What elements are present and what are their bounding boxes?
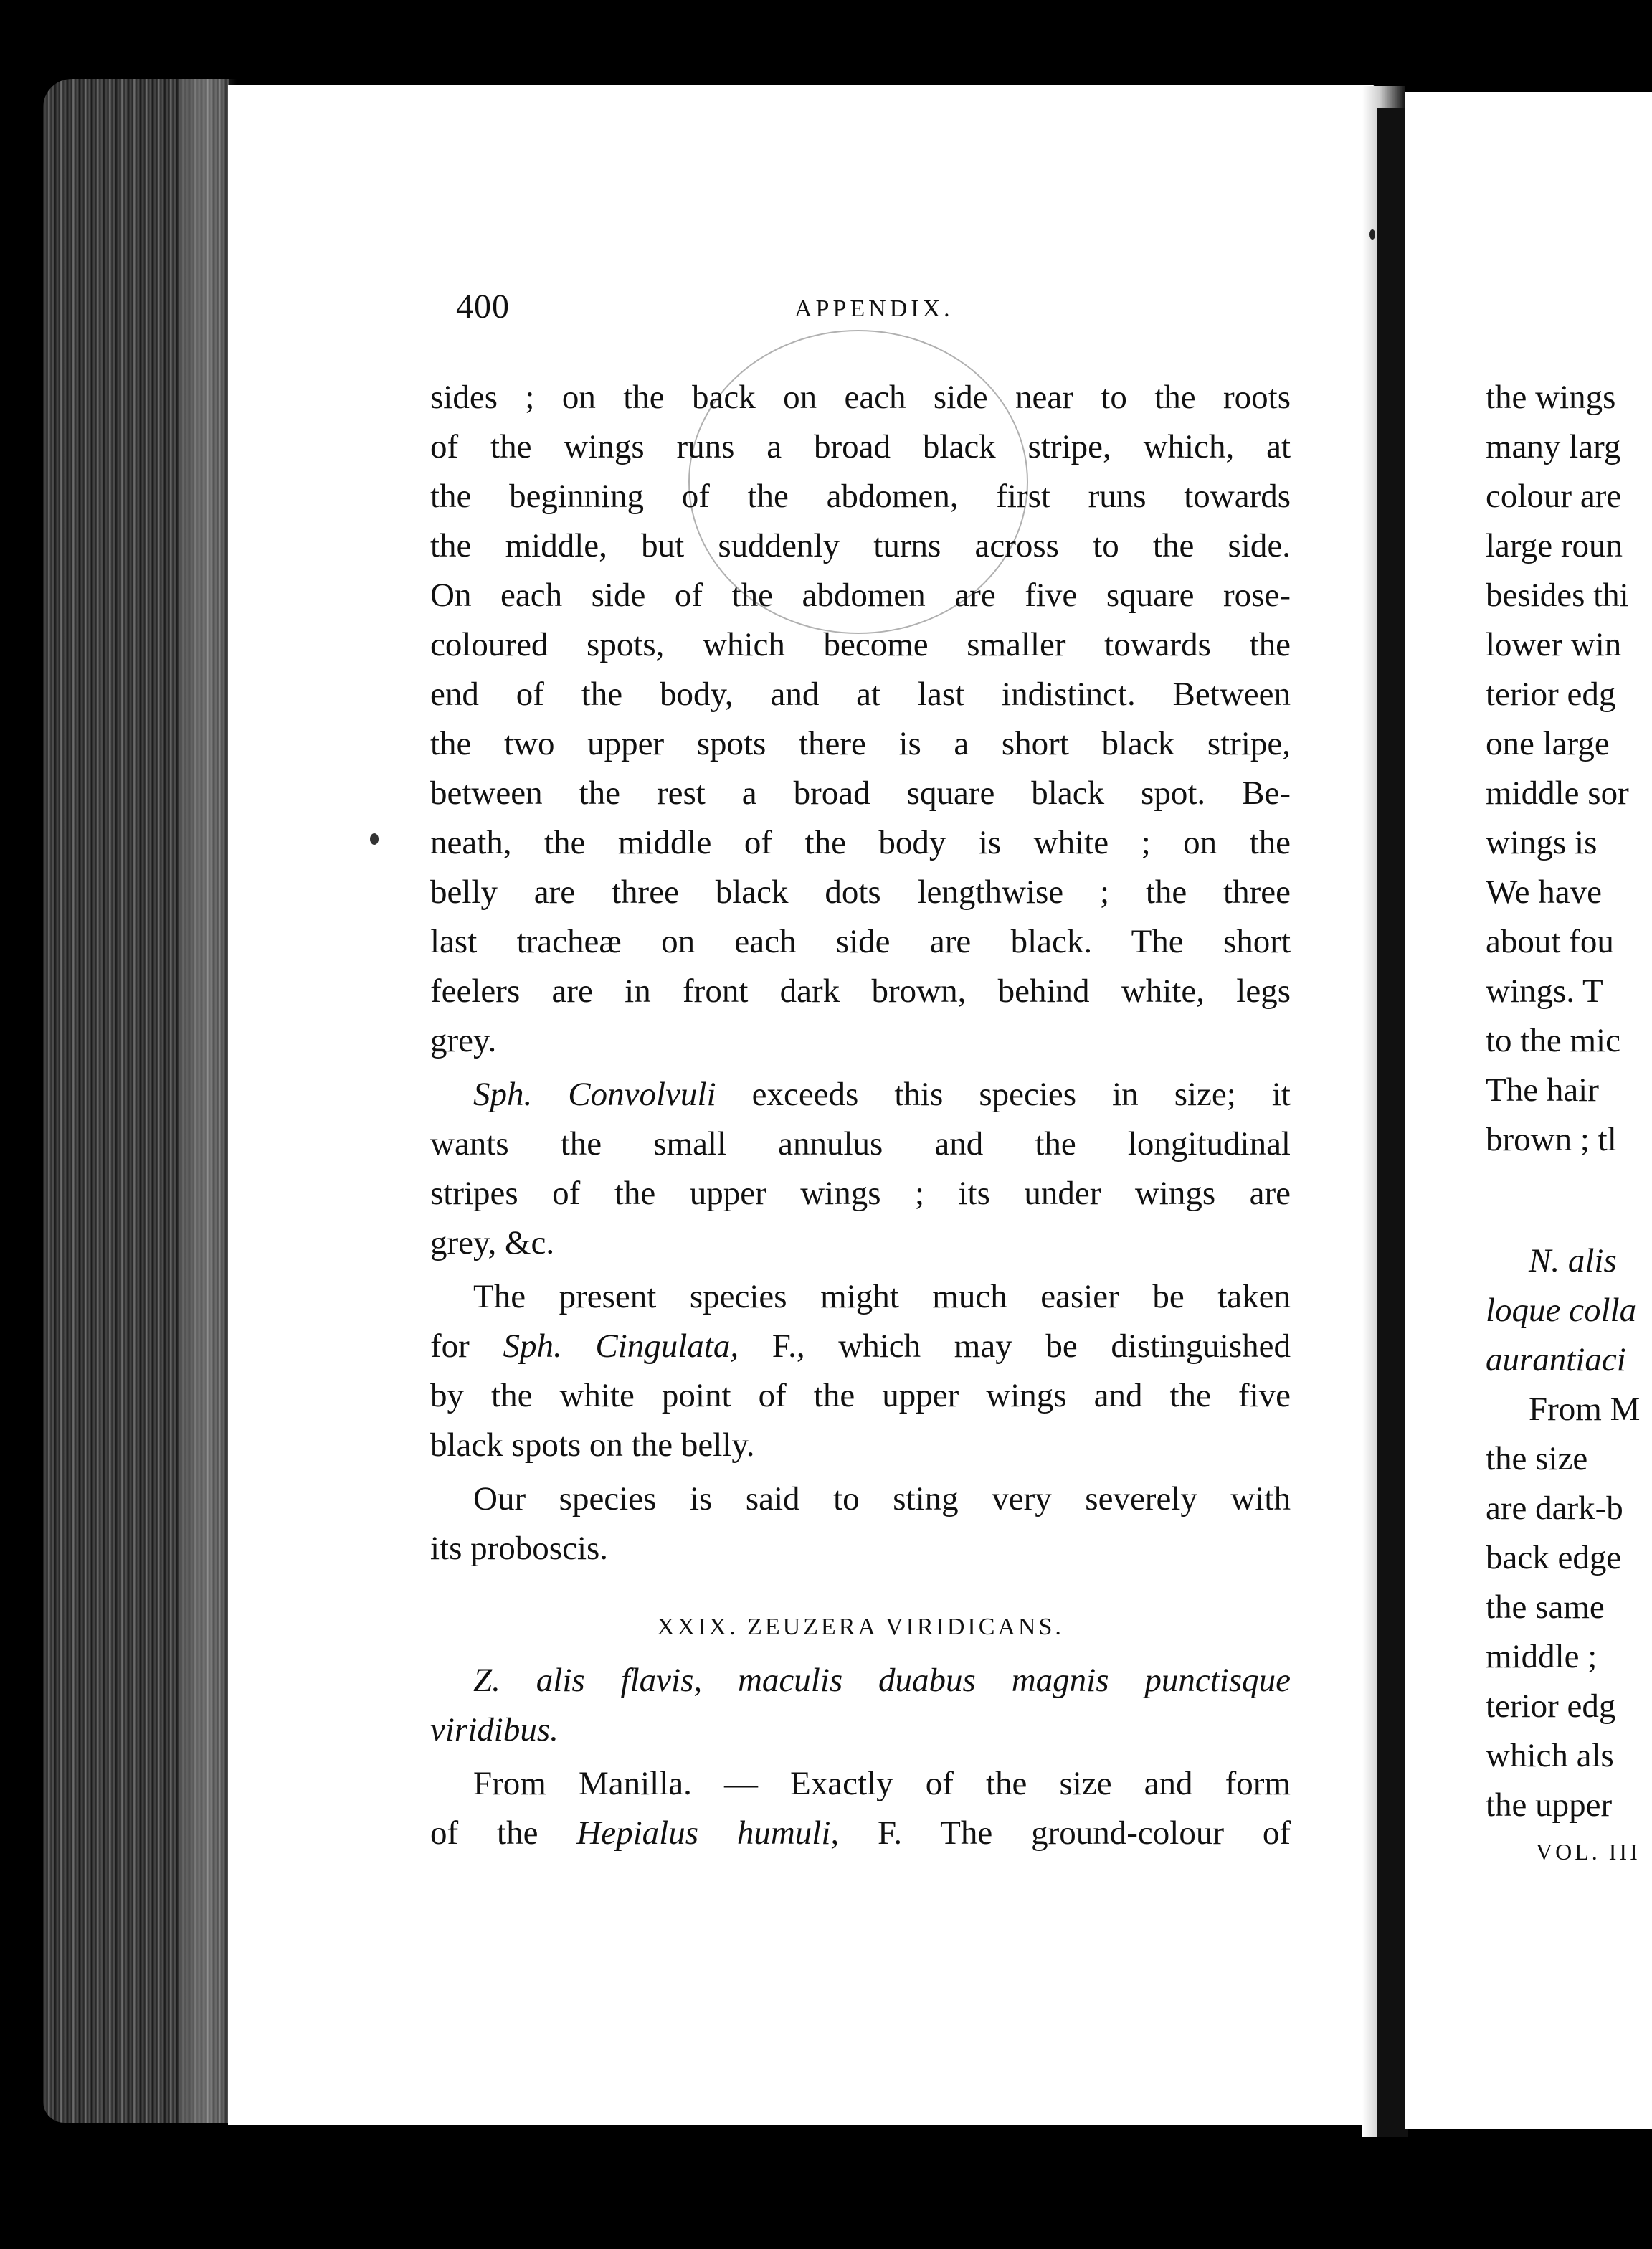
section-heading: XXIX. ZEUZERA VIRIDICANS. (657, 1614, 1064, 1640)
paragraph-line: of the Hepialus humuli, F. The ground-colour of (430, 1814, 1291, 1852)
text-line: belly are three black dots lengthwise ; the three (430, 873, 1291, 911)
paragraph-line: its proboscis. (430, 1530, 609, 1567)
italic-line: aurantiaci (1486, 1341, 1626, 1378)
page-number: 400 (456, 288, 510, 326)
paragraph-line: From Manilla. — Exactly of the size and form (473, 1765, 1291, 1802)
italic-line: N. alis (1529, 1242, 1617, 1279)
running-head: APPENDIX. (794, 295, 954, 322)
paragraph-line: by the white point of the upper wings and the five (430, 1377, 1291, 1414)
text-line: the same (1486, 1588, 1605, 1626)
text-line: lower win (1486, 626, 1622, 663)
paragraph-line: for Sph. Cingulata, F., which may be distinguished (430, 1327, 1291, 1365)
species-name: Sph. Convolvuli (473, 1076, 716, 1113)
text-line: the beginning of the abdomen, first runs towards (430, 478, 1291, 515)
text-line: back edge (1486, 1539, 1622, 1576)
species-name: Hepialus humuli, (576, 1814, 840, 1852)
text-line: the size (1486, 1440, 1588, 1477)
text-line: The hair (1486, 1071, 1599, 1109)
text-line: neath, the middle of the body is white ; on the (430, 824, 1291, 861)
text-line: one large (1486, 725, 1610, 762)
text-line: many larg (1486, 428, 1621, 465)
text-line: the two upper spots there is a short black stripe, (430, 725, 1291, 762)
diagnosis-line: Z. alis flavis, maculis duabus magnis punctisque (473, 1662, 1291, 1699)
text-line: sides ; on the back on each side near to the roots (430, 379, 1291, 416)
text-line: On each side of the abdomen are five square rose- (430, 577, 1291, 614)
ink-speck (370, 833, 379, 845)
text-line: of the wings runs a broad black stripe, which, at (430, 428, 1291, 465)
text-line: We have (1486, 873, 1602, 911)
text-line: end of the body, and at last indistinct. Between (430, 676, 1291, 713)
species-name: Sph. Cingulata, (503, 1327, 739, 1365)
text-line: the upper (1486, 1786, 1613, 1824)
text-line: to the mic (1486, 1022, 1620, 1059)
paragraph-line: grey, &c. (430, 1224, 555, 1261)
text-line: middle sor (1486, 775, 1629, 812)
paragraph-line: Sph. Convolvuli exceeds this species in size; it (473, 1076, 1291, 1113)
text-line: wings is (1486, 824, 1598, 861)
text-line: wings. T (1486, 972, 1603, 1010)
text-line: the middle, but suddenly turns across to the side. (430, 527, 1291, 564)
diagnosis-line: viridibus. (430, 1711, 559, 1748)
volume-signature: VOL. III (1536, 1839, 1641, 1865)
text-line: From M (1529, 1391, 1641, 1428)
text-line: grey. (430, 1022, 497, 1059)
text-line: terior edg (1486, 1687, 1616, 1725)
paragraph-line: Our species is said to sting very severely with (473, 1480, 1291, 1518)
text-line: large roun (1486, 527, 1623, 564)
text-line: besides thi (1486, 577, 1629, 614)
paragraph-line: The present species might much easier be taken (473, 1278, 1291, 1315)
text-line: are dark-b (1486, 1490, 1623, 1527)
text-line: coloured spots, which become smaller towards the (430, 626, 1291, 663)
text-line: which als (1486, 1737, 1614, 1774)
text-line: colour are (1486, 478, 1622, 515)
text-line: last tracheæ on each side are black. The short (430, 923, 1291, 960)
text-line: about fou (1486, 923, 1614, 960)
paragraph-line: wants the small annulus and the longitudinal (430, 1125, 1291, 1163)
paragraph-line: black spots on the belly. (430, 1426, 755, 1464)
text-line: terior edg (1486, 676, 1616, 713)
text-line: feelers are in front dark brown, behind white, legs (430, 972, 1291, 1010)
main-text-block (430, 373, 1291, 1858)
ink-speck (1369, 229, 1375, 240)
italic-line: loque colla (1486, 1292, 1637, 1329)
text-line: brown ; tl (1486, 1121, 1617, 1158)
facing-page-text (1486, 373, 1652, 1873)
text-line: the wings (1486, 379, 1616, 416)
text-line: between the rest a broad square black spot. Be- (430, 775, 1291, 812)
text-line: middle ; (1486, 1638, 1598, 1675)
paragraph-line: stripes of the upper wings ; its under wings are (430, 1175, 1291, 1212)
spine-shadow (1377, 108, 1408, 2137)
